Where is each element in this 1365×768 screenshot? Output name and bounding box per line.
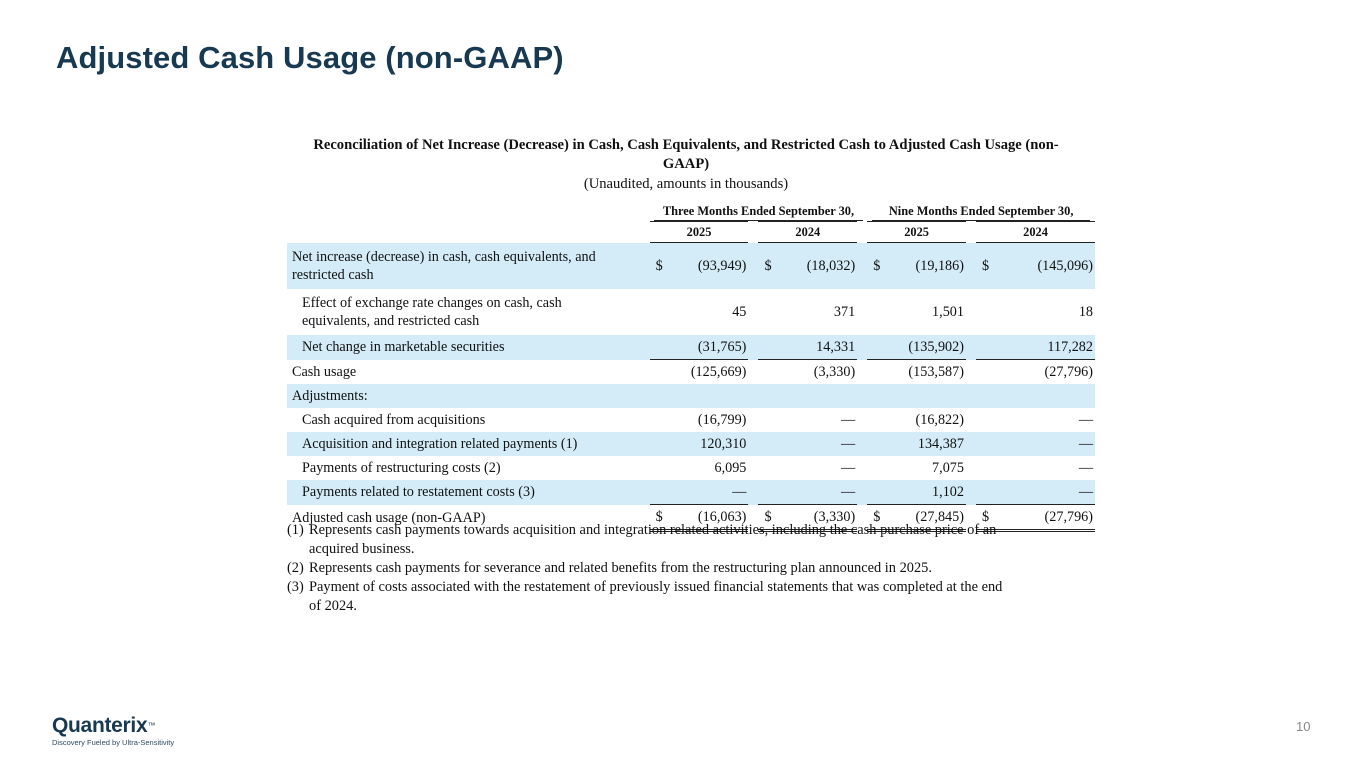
cell-value: — [773, 480, 858, 505]
footnote-marker: (1) [287, 522, 304, 538]
cell-value: (27,845) [881, 505, 966, 531]
reconciliation-table-image [276, 136, 1096, 614]
cell-value: — [1078, 411, 1093, 428]
cell-value: 1,501 [932, 303, 964, 320]
table-row [287, 432, 1095, 456]
row-label: Net change in marketable securities [287, 335, 650, 360]
page-number: 10 [1296, 719, 1311, 734]
table-heading-line2: GAAP) [662, 156, 710, 172]
row-label: Effect of exchange rate changes on cash, cash equivalents, and restricted cash [302, 295, 562, 329]
cell-value: (16,822) [915, 411, 964, 428]
cell-value: 117,282 [990, 335, 1095, 360]
period-header-row [287, 203, 1095, 222]
row-label: Adjusted cash usage (non-GAAP) [292, 509, 486, 526]
cell-value: (135,902) [881, 335, 966, 360]
cell-value: — [840, 459, 856, 476]
table-row [287, 243, 1095, 290]
cell-value: (18,032) [773, 243, 858, 290]
logo-wordmark: Quanterix™ [52, 714, 156, 737]
cell-value: 14,331 [773, 335, 858, 360]
table-row [287, 480, 1095, 505]
currency-symbol: $ [650, 505, 664, 531]
cell-value: (153,587) [881, 360, 966, 385]
footnote-text: Represents cash payments for severance and related benefits from the restructuring plan announced in 2025. [309, 560, 932, 576]
currency-symbol: $ [976, 243, 990, 290]
reconciliation-table [287, 203, 1095, 532]
currency-symbol: $ [867, 243, 881, 290]
cell-value: (3,330) [773, 360, 858, 385]
cell-value: (27,796) [990, 505, 1095, 531]
footnote-text: Payment of costs associated with the restatement of previously issued financial statements that was completed at the end of 2024. [309, 579, 1003, 614]
table-heading-line1: Reconciliation of Net Increase (Decrease) in Cash, Cash Equivalents, and Restricted Cash to Adjusted Cash Usage (non- [313, 137, 1059, 153]
currency-symbol: $ [650, 243, 664, 290]
cell-value: (27,796) [990, 360, 1095, 385]
year-header: 2024 [976, 222, 1095, 243]
table-row [287, 384, 1095, 408]
table-subheading: (Unaudited, amounts in thousands) [583, 176, 789, 192]
cell-value: 18 [1078, 303, 1093, 320]
cell-value: — [1078, 459, 1093, 476]
row-label: Payments related to restatement costs (3) [287, 480, 650, 505]
cell-value: (145,096) [990, 243, 1095, 290]
year-header: 2025 [867, 222, 966, 243]
cell-value: 120,310 [664, 432, 749, 456]
cell-value: 7,075 [932, 459, 964, 476]
cell-value: (3,330) [773, 505, 858, 531]
footnote-text: Represents cash payments towards acquisition and integration related activities, including the cash purchase price of an acquired business. [309, 522, 997, 557]
footnote-marker: (3) [287, 579, 304, 595]
cell-value: — [773, 432, 858, 456]
cell-value: — [990, 480, 1095, 505]
table-heading [276, 136, 1096, 174]
period-header-three-months: Three Months Ended September 30, [654, 204, 863, 221]
period-header-nine-months: Nine Months Ended September 30, [872, 204, 1091, 221]
cell-value: (16,063) [664, 505, 749, 531]
cell-value: 371 [833, 303, 856, 320]
year-header: 2024 [758, 222, 857, 243]
footnotes [287, 521, 1087, 616]
cell-value: — [990, 432, 1095, 456]
table-row [287, 289, 1095, 335]
cell-value: (16,799) [697, 411, 747, 428]
cell-value: (93,949) [664, 243, 749, 290]
cell-value: (19,186) [881, 243, 966, 290]
table-row [287, 456, 1095, 480]
currency-symbol: $ [758, 243, 772, 290]
quanterix-logo [52, 714, 174, 747]
logo-tagline: Discovery Fueled by Ultra-Sensitivity [52, 738, 175, 747]
row-label: Adjustments: [287, 384, 650, 408]
footnote-marker: (2) [287, 560, 304, 576]
cell-value: 6,095 [714, 459, 747, 476]
footnote [287, 521, 1087, 559]
row-label: Net increase (decrease) in cash, cash equivalents, and restricted cash [287, 243, 650, 290]
row-label: Cash acquired from acquisitions [302, 412, 486, 428]
currency-symbol: $ [758, 505, 772, 531]
currency-symbol: $ [976, 505, 990, 531]
cell-value: 134,387 [881, 432, 966, 456]
cell-value: 45 [732, 303, 747, 320]
table-row [287, 408, 1095, 432]
cell-value: (31,765) [664, 335, 749, 360]
table-row [287, 360, 1095, 385]
cell-value: (125,669) [664, 360, 749, 385]
currency-symbol: $ [867, 505, 881, 531]
year-header: 2025 [650, 222, 749, 243]
year-header-row [287, 222, 1095, 243]
footnote [287, 559, 1087, 578]
cell-value: — [664, 480, 749, 505]
row-label: Payments of restructuring costs (2) [302, 460, 501, 476]
footnote [287, 578, 1087, 616]
row-label: Cash usage [292, 363, 357, 380]
table-row [287, 335, 1095, 360]
row-label: Acquisition and integration related payments (1) [287, 432, 650, 456]
slide-title: Adjusted Cash Usage (non-GAAP) [56, 40, 564, 75]
cell-value: — [840, 411, 856, 428]
cell-value: 1,102 [881, 480, 966, 505]
